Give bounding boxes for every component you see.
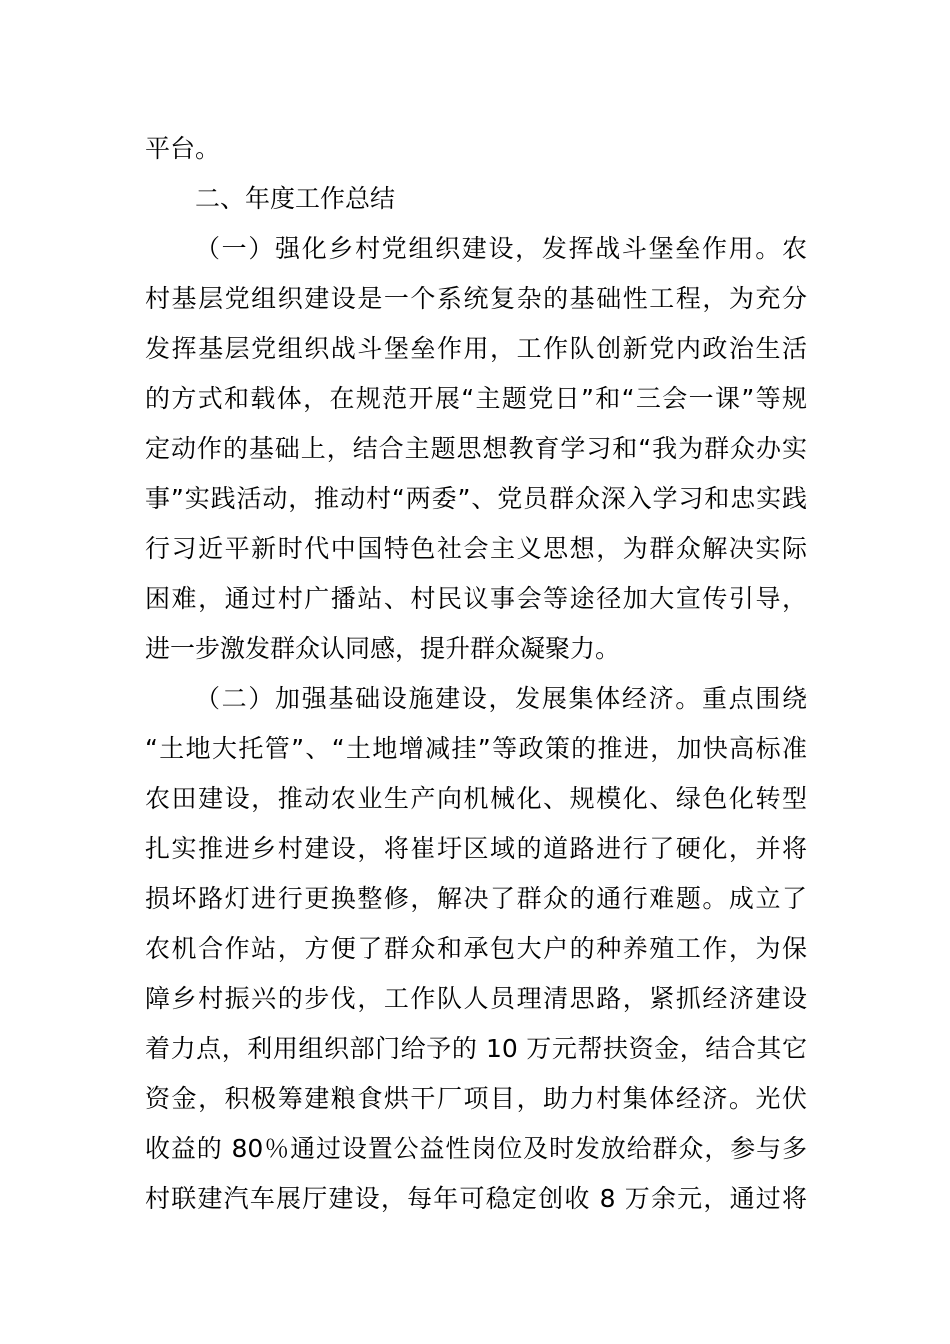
text-line: 资金，积极筹建粮食烘干厂项目，助力村集体经济。光伏 [145, 1084, 807, 1113]
text-line: （一）强化乡村党组织建设，发挥战斗堡垒作用。农 [195, 234, 807, 263]
text-line: 村联建汽车展厅建设，每年可稳定创收 8 万余元，通过将 [145, 1184, 807, 1213]
text-line: 行习近平新时代中国特色社会主义思想，为群众解决实际 [145, 534, 807, 563]
text-line: 平台。 [145, 134, 221, 163]
section-heading: 二、年度工作总结 [195, 184, 396, 213]
text-line: 损坏路灯进行更换整修，解决了群众的通行难题。成立了 [145, 884, 807, 913]
text-line: 障乡村振兴的步伐，工作队人员理清思路，紧抓经济建设 [145, 984, 807, 1013]
text-line: 农田建设，推动农业生产向机械化、规模化、绿色化转型 [145, 784, 807, 813]
text-line: 发挥基层党组织战斗堡垒作用，工作队创新党内政治生活 [145, 334, 807, 363]
text-line: 农机合作站，方便了群众和承包大户的种养殖工作，为保 [145, 934, 807, 963]
text-line: 定动作的基础上，结合主题思想教育学习和“我为群众办实 [145, 434, 807, 463]
text-line: （二）加强基础设施建设，发展集体经济。重点围绕 [195, 684, 807, 713]
text-line: 着力点，利用组织部门给予的 10 万元帮扶资金，结合其它 [145, 1034, 807, 1063]
text-line: “土地大托管”、“土地增减挂”等政策的推进，加快高标准 [145, 734, 807, 763]
text-line: 收益的 80％通过设置公益性岗位及时发放给群众，参与多 [145, 1134, 807, 1163]
text-line: 村基层党组织建设是一个系统复杂的基础性工程，为充分 [145, 284, 807, 313]
text-line: 的方式和载体，在规范开展“主题党日”和“三会一课”等规 [145, 384, 807, 413]
text-line: 进一步激发群众认同感，提升群众凝聚力。 [145, 634, 621, 663]
document-body [145, 124, 807, 1224]
text-line: 困难，通过村广播站、村民议事会等途径加大宣传引导， [145, 584, 807, 613]
text-line: 事”实践活动，推动村“两委”、党员群众深入学习和忠实践 [145, 484, 807, 513]
text-line: 扎实推进乡村建设，将崔圩区域的道路进行了硬化，并将 [145, 834, 807, 863]
